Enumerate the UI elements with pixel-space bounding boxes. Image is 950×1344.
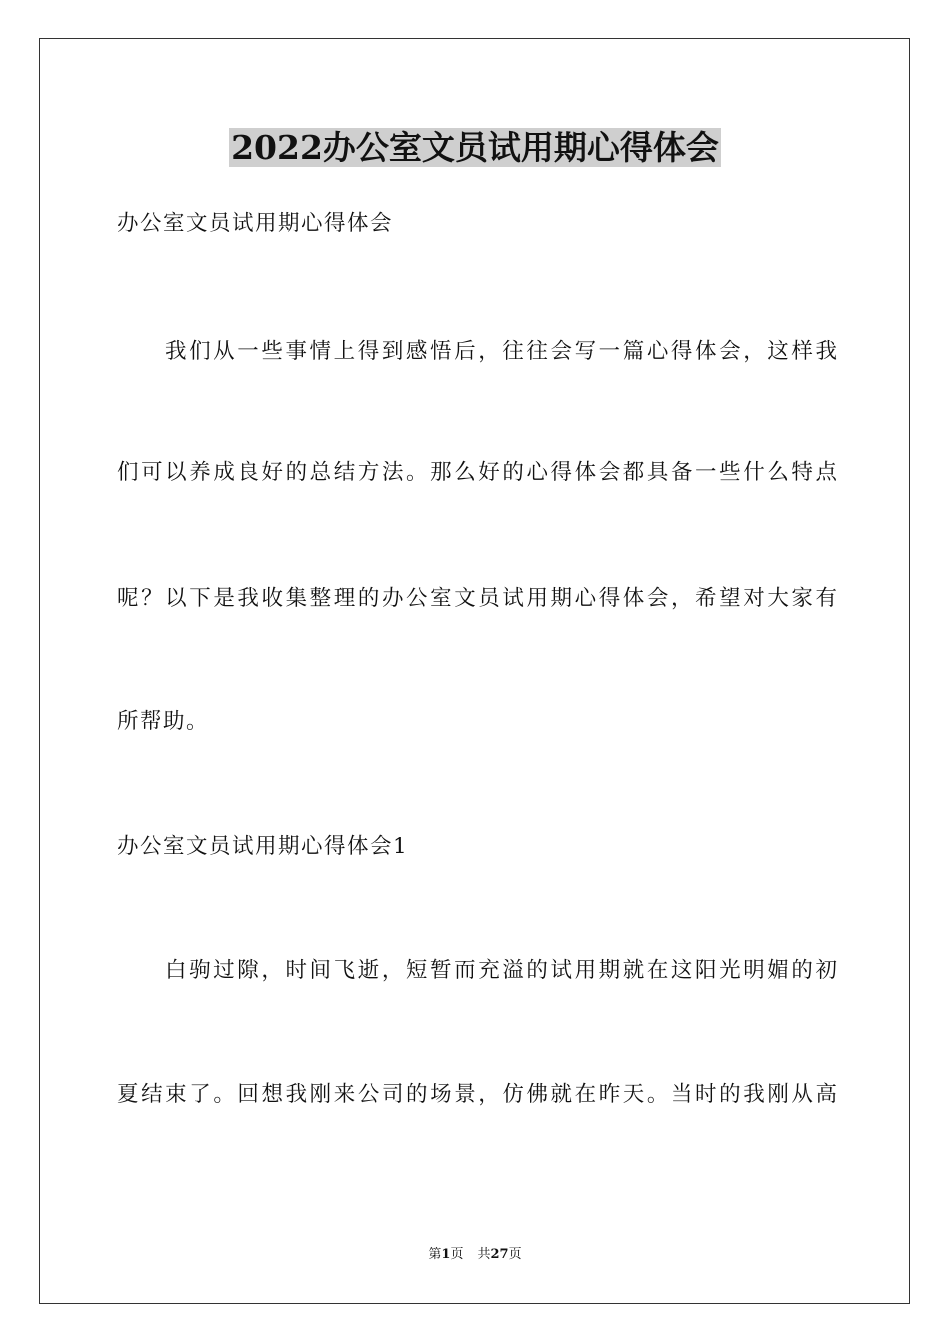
paragraph-line-5: 白驹过隙，时间飞逝，短暂而充溢的试用期就在这阳光明媚的初 [165,958,837,983]
page-footer [0,1246,950,1264]
document-title-text: 2022办公室文员试用期心得体会 [231,128,719,167]
footer-page-suffix: 页 [450,1247,464,1262]
paragraph-line-4: 所帮助。 [117,709,210,734]
footer-total-pages: 27 [490,1247,509,1262]
footer-total-prefix: 共 [477,1247,491,1262]
paragraph-line-1: 我们从一些事情上得到感悟后，往往会写一篇心得体会，这样我 [165,339,837,364]
document-title [0,126,950,170]
footer-total-suffix: 页 [508,1247,522,1262]
footer-page-number: 1 [441,1247,451,1262]
section-heading: 办公室文员试用期心得体会1 [117,834,409,859]
paragraph-line-3: 呢？以下是我收集整理的办公室文员试用期心得体会，希望对大家有 [117,586,837,611]
subtitle-line: 办公室文员试用期心得体会 [117,211,394,236]
paragraph-line-6: 夏结束了。回想我刚来公司的场景，仿佛就在昨天。当时的我刚从高 [117,1082,837,1107]
footer-page-prefix: 第 [428,1247,442,1262]
paragraph-line-2: 们可以养成良好的总结方法。那么好的心得体会都具备一些什么特点 [117,460,837,485]
